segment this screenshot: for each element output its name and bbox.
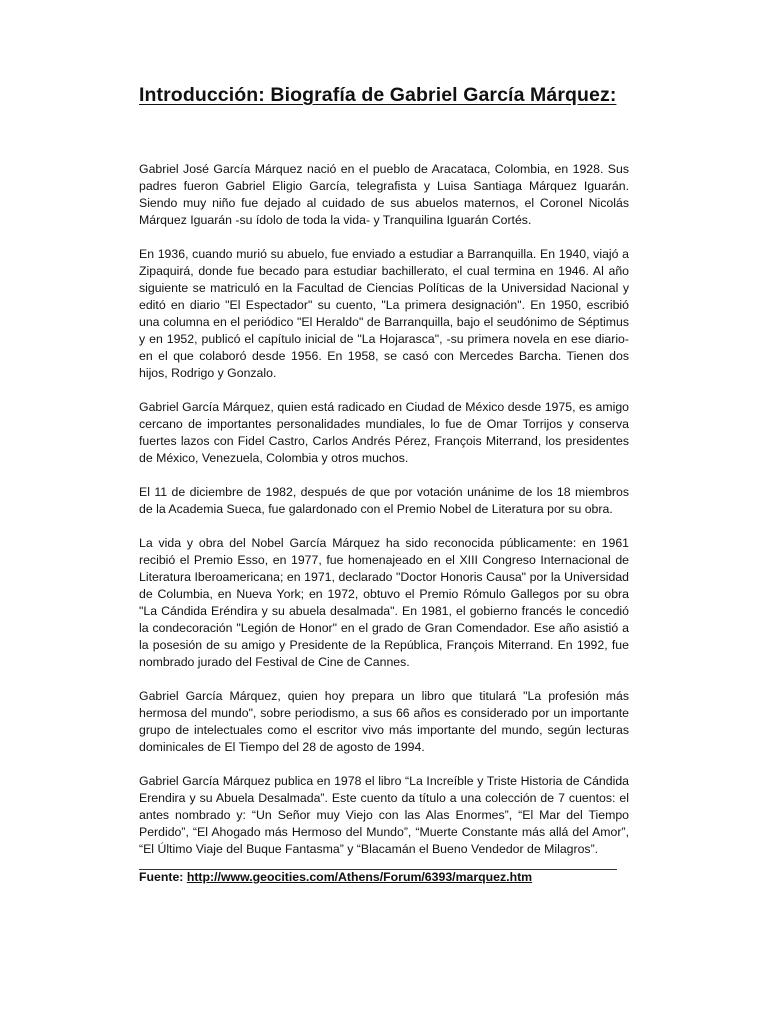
source-label: Fuente: <box>139 870 187 884</box>
paragraph-education: En 1936, cuando murió su abuelo, fue enviado a estudiar a Barranquilla. En 1940, viajó a Zipaquirá, donde fue becado para estudiar bachillerato, el cual termina en 1946. Al año siguiente se matriculó en la Facultad de Ciencias Políticas de la Universidad Nacional y editó en diario "El Espectador" su cuento, "La primera designación". En 1950, escribió una columna en el periódico "El Heraldo" de Barranquilla, bajo el seudónimo de Séptimus y en 1952, publicó el capítulo inicial de "La Hojarasca", -su primera novela en ese diario- en el que colaboró desde 1956. En 1958, se casó con Mercedes Barcha. Tienen dos hijos, Rodrigo y Gonzalo. <box>139 247 629 380</box>
paragraph-stories-collection: Gabriel García Márquez publica en 1978 el libro “La Increíble y Triste Historia de Cándida Erendira y su Abuela Desalmada”. Este cuento da título a una colección de 7 cuentos: el antes nombrado y: “Un Señor muy Viejo con las Alas Enormes”, “El Mar del Tiempo Perdido”, “El Ahogado más Hermoso del Mundo”, “Muerte Constante más allá del Amor”, “El Último Viaje del Buque Fantasma” y “Blacamán el Bueno Vendedor de Milagros”. <box>139 774 629 856</box>
paragraph-recognition: La vida y obra del Nobel García Márquez ha sido reconocida públicamente: en 1961 recibió el Premio Esso, en 1977, fue homenajeado en el XIII Congreso Internacional de Literatura Iberoamericana; en 1971, declarado "Doctor Honoris Causa" por la Universidad de Columbia, en Nueva York; en 1972, obtuvo el Premio Rómulo Gallegos por su obra "La Cándida Eréndira y su abuela desalmada". En 1981, el gobierno francés le concedió la condecoración "Legión de Honor" en el grado de Gran Comendador. Ese año asistió a la posesión de su amigo y Presidente de la República, François Miterrand. En 1992, fue nombrado jurado del Festival de Cine de Cannes. <box>139 536 629 669</box>
document-body <box>139 161 629 875</box>
paragraph-nobel: El 11 de diciembre de 1982, después de que por votación unánime de los 18 miembros de la Academia Sueca, fue galardonado con el Premio Nobel de Literatura por su obra. <box>139 485 629 516</box>
paragraph-journalism-book: Gabriel García Márquez, quien hoy prepara un libro que titulará "La profesión más hermosa del mundo", sobre periodismo, a sus 66 años es considerado por un importante grupo de intelectuales como el escritor vivo más importante del mundo, según lecturas dominicales de El Tiempo del 28 de agosto de 1994. <box>139 689 629 754</box>
source-citation <box>139 869 532 886</box>
paragraph-birth: Gabriel José García Márquez nació en el pueblo de Aracataca, Colombia, en 1928. Sus padres fueron Gabriel Eligio García, telegrafista y Luisa Santiaga Márquez Iguarán. Siendo muy niño fue dejado al cuidado de sus abuelos maternos, el Coronel Nicolás Márquez Iguarán -su ídolo de toda la vida- y Tranquilina Iguarán Cortés. <box>139 162 629 227</box>
source-link[interactable]: http://www.geocities.com/Athens/Forum/6393/marquez.htm <box>186 870 533 884</box>
paragraph-friendships: Gabriel García Márquez, quien está radicado en Ciudad de México desde 1975, es amigo cercano de importantes personalidades mundiales, lo fue de Omar Torrijos y conserva fuertes lazos con Fidel Castro, Carlos Andrés Pérez, François Miterrand, los presidentes de México, Venezuela, Colombia y otros muchos. <box>139 400 629 465</box>
document-title: Introducción: Biografía de Gabriel García Márquez: <box>139 84 617 106</box>
